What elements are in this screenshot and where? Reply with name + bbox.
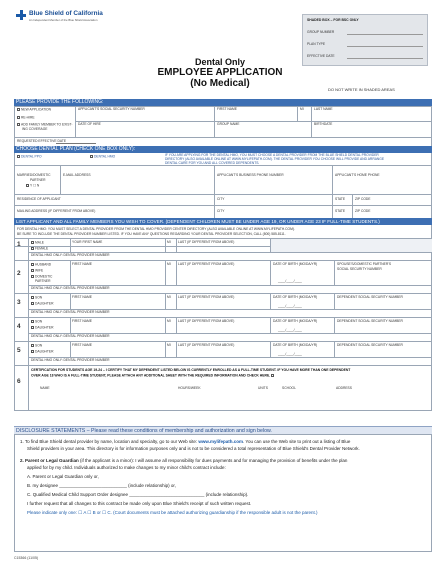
- requested-effective-date-label: REQUESTED EFFECTIVE DATE: [17, 139, 67, 143]
- plan-note-line2: DIRECTORY (ALSO AVAILABLE ONLINE AT WWW.MYLIFEPATH.COM). THE DENTAL PROVIDER YOU CHOOSE WILL PROVIDE AND ARRANGE: [165, 157, 385, 161]
- member2-dob-blank: ____/____/____: [278, 279, 302, 283]
- member-number-5: 5: [17, 347, 21, 354]
- home-phone-label: APPLICANT'S HOME PHONE: [335, 173, 380, 177]
- checkbox-icon: [31, 275, 34, 278]
- checkbox-icon[interactable]: [271, 374, 274, 377]
- member5-provider-label: DENTAL HMO ONLY: DENTAL PROVIDER NUMBER: [31, 358, 110, 362]
- checkbox-icon: [31, 269, 34, 272]
- section-choose-plan-bar: CHOOSE DENTAL PLAN (CHECK ONE BOX ONLY):: [14, 146, 432, 153]
- title-no-medical: (No Medical): [190, 78, 250, 89]
- student-hours-label: HOURS/WEEK: [178, 386, 201, 390]
- member-number-6: 6: [17, 378, 21, 385]
- marital-yes-no-checkbox[interactable]: Y ☐ N: [26, 184, 39, 188]
- plan-note-line1: IF YOU ARE APPLYING FOR THE DENTAL HMO, YOU MUST CHOOSE A DENTAL PROVIDER FROM THE BLUE SHIELD DENTAL PROVIDER: [165, 153, 379, 157]
- member4-daughter-checkbox[interactable]: DAUGHTER: [31, 326, 54, 330]
- disclosure-option-c: C. Qualified Medical Child Support Order designee ______________________________ (include relationship).: [27, 492, 249, 497]
- last-name-label: LAST NAME: [314, 107, 333, 111]
- residence-zip-label: ZIP CODE: [355, 197, 371, 201]
- residence-label: RESIDENCE OF APPLICANT: [17, 197, 61, 201]
- checkbox-icon: [31, 344, 34, 347]
- blue-shield-logo-icon: [16, 10, 26, 20]
- member3-dob-blank: ____/____/____: [278, 304, 302, 308]
- section-disclosure-bar: DISCLOSURE STATEMENTS – Please read these conditions of membership and authorization and sign below.: [14, 426, 432, 434]
- member3-daughter-checkbox[interactable]: DAUGHTER: [31, 302, 54, 306]
- residence-city-label: CITY: [217, 197, 225, 201]
- add-family-member-label-cont: ING COVERAGE: [22, 126, 48, 131]
- member3-son-checkbox[interactable]: SON: [31, 296, 42, 300]
- member3-dob-label: DATE OF BIRTH (MO/DA/YR): [273, 295, 318, 299]
- member5-first-name-label: FIRST NAME: [72, 343, 92, 347]
- shaded-box-title: SHADED BOX – FOR BSC ONLY: [307, 18, 359, 22]
- member2-wife-checkbox[interactable]: WIFE: [31, 269, 43, 273]
- new-application-checkbox[interactable]: NEW APPLICATION: [17, 108, 51, 112]
- marital-label-cont: PARTNER: [30, 178, 46, 182]
- member5-son-checkbox[interactable]: SON: [31, 344, 42, 348]
- plan-note-line3: DENTAL CARE FOR YOU AND ALL COVERED DEPENDENTS.: [165, 161, 260, 165]
- member1-shaded-area: [271, 239, 432, 252]
- member4-provider-label: DENTAL HMO ONLY: DENTAL PROVIDER NUMBER: [31, 334, 110, 338]
- mi-label: MI: [300, 107, 304, 111]
- member-number-1: 1: [17, 241, 21, 248]
- member5-dob-label: DATE OF BIRTH (MO/DA/YR): [273, 343, 318, 347]
- member2-last-label: LAST (IF DIFFERENT FROM ABOVE): [178, 262, 235, 266]
- checkbox-icon: [31, 247, 34, 250]
- checkbox-icon: [17, 116, 20, 119]
- member1-provider-label: DENTAL HMO ONLY: DENTAL PROVIDER NUMBER: [31, 253, 110, 257]
- mylifepath-link[interactable]: www.mylifepath.com: [198, 439, 243, 444]
- member4-dob-blank: ____/____/____: [278, 328, 302, 332]
- member3-provider-label: DENTAL HMO ONLY: DENTAL PROVIDER NUMBER: [31, 310, 110, 314]
- student-school-label: SCHOOL: [282, 386, 296, 390]
- member2-husband-checkbox[interactable]: HUSBAND: [31, 263, 51, 267]
- plan-type-label: PLAN TYPE: [307, 42, 326, 46]
- member2-domestic-partner-checkbox[interactable]: DOMESTIC: [31, 275, 52, 279]
- rehire-checkbox[interactable]: RE-HIRE: [17, 116, 35, 120]
- member2-spouse-ssn-label: SPOUSE'S/DOMESTIC PARTNER'S: [337, 262, 392, 266]
- member2-first-name-label: FIRST NAME: [72, 262, 92, 266]
- brand-tagline: An Independent Member of the Blue Shield Association: [29, 17, 98, 22]
- no-write-shaded-note: DO NOT WRITE IN SHADED AREAS: [328, 87, 395, 92]
- mailing-city-label: CITY: [217, 209, 225, 213]
- disclosure-option-a: A. Parent or Legal Guardian only or,: [27, 474, 99, 479]
- member3-last-label: LAST (IF DIFFERENT FROM ABOVE): [178, 295, 235, 299]
- member5-ssn-label: DEPENDENT SOCIAL SECURITY NUMBER: [337, 343, 403, 347]
- student-name-label: NAME: [40, 386, 50, 390]
- member4-mi-label: MI: [167, 319, 171, 323]
- dental-ppo-checkbox[interactable]: DENTAL PPO: [17, 155, 42, 159]
- dental-hmo-checkbox[interactable]: DENTAL HMO: [90, 155, 115, 159]
- checkbox-icon: [90, 155, 93, 158]
- member3-first-name-label: FIRST NAME: [72, 295, 92, 299]
- member1-male-checkbox[interactable]: MALE: [31, 241, 44, 245]
- form-id: C15366 (11/05): [14, 556, 39, 560]
- student-cert-line1: CERTIFICATION FOR STUDENTS AGE 19-24 – I CERTIFY THAT MY DEPENDENT LISTED BELOW IS CURRENTLY ENROLLED AS A FULL-TIME STUDENT. IF YOU HAVE MORE THAN ONE DEPENDENT: [31, 368, 351, 372]
- member2-dob-label: DATE OF BIRTH (MO/DA/YR): [273, 262, 318, 266]
- member2-mi-label: MI: [167, 262, 171, 266]
- member5-mi-label: MI: [167, 343, 171, 347]
- mailing-zip-label: ZIP CODE: [355, 209, 371, 213]
- member4-son-checkbox[interactable]: SON: [31, 320, 42, 324]
- disclosure-indicate-one[interactable]: Please indicate only one: ☐ A ☐ B or ☐ C. (Court documents must be attached authorizing guardianship if the responsible adult is not the parent.): [27, 510, 318, 515]
- student-units-label: UNITS: [258, 386, 268, 390]
- member-number-2: 2: [17, 270, 21, 277]
- member2-provider-label: DENTAL HMO ONLY: DENTAL PROVIDER NUMBER: [31, 286, 110, 290]
- disclosure-p2-line1: 2. Parent or Legal Guardian (if the applicant is a minor): I will assume all responsibility for dues payments and for managing the provision of benefits under the plan: [20, 458, 348, 463]
- mailing-address-label: MAILING ADDRESS (IF DIFFERENT FROM ABOVE): [17, 209, 96, 213]
- section-provide-bar: PLEASE PROVIDE THE FOLLOWING:: [14, 99, 432, 106]
- member5-dob-blank: ____/____/____: [278, 352, 302, 356]
- checkbox-icon: [31, 326, 34, 329]
- email-label: E-MAIL ADDRESS: [63, 173, 91, 177]
- checkbox-icon: [31, 350, 34, 353]
- disclosure-option-b: B. my designee ___________________________ (include relationship) or,: [27, 483, 176, 488]
- student-address-label: ADDRESS: [336, 386, 352, 390]
- member3-mi-label: MI: [167, 295, 171, 299]
- checkbox-icon: [31, 302, 34, 305]
- member4-dob-label: DATE OF BIRTH (MO/DA/YR): [273, 319, 318, 323]
- birthdate-label: BIRTHDATE: [314, 122, 333, 126]
- member4-first-name-label: FIRST NAME: [72, 319, 92, 323]
- member1-last-label: LAST (IF DIFFERENT FROM ABOVE): [178, 240, 235, 244]
- disclosure-p1-line1: 1. To find Blue Shield dental provider by name, location and specialty, go to our Web site: www.mylifepath.com. You can use the Web site to print out a listing of Blue: [20, 439, 351, 444]
- checkbox-icon: [31, 241, 34, 244]
- date-of-hire-label: DATE OF HIRE: [78, 122, 101, 126]
- effective-date-label: EFFECTIVE DATE: [307, 54, 335, 58]
- brand-name: Blue Shield of California: [29, 10, 103, 17]
- member3-ssn-label: DEPENDENT SOCIAL SECURITY NUMBER: [337, 295, 403, 299]
- checkbox-icon: [17, 108, 20, 111]
- checkbox-icon: [31, 296, 34, 299]
- member1-female-checkbox[interactable]: FEMALE: [31, 247, 48, 251]
- disclosure-p2-line2: applied for by my child. Individuals authorized to make changes to my minor child's contract include:: [27, 465, 226, 470]
- member1-first-name-label: YOUR FIRST NAME: [72, 240, 103, 244]
- disclosure-p1-line2: Shield providers in your area. This directory is for information purposes only and is not to be considered a total representation of Blue Shield's Dental Provider Network.: [27, 446, 360, 451]
- checkbox-icon: [26, 184, 29, 187]
- member2-spouse-ssn-label-cont: SOCIAL SECURITY NUMBER: [337, 267, 382, 271]
- checkbox-icon: [17, 123, 20, 126]
- first-name-label: FIRST NAME: [217, 107, 237, 111]
- disclosure-written-request: I further request that all changes to this contract be made only upon Blue Shield's receipt of such written request.: [27, 501, 252, 506]
- group-number-label: GROUP NUMBER: [307, 30, 335, 34]
- mailing-state-label: STATE: [335, 209, 346, 213]
- member2-domestic-partner-label-cont: PARTNER: [35, 279, 51, 283]
- member5-last-label: LAST (IF DIFFERENT FROM ABOVE): [178, 343, 235, 347]
- member1-mi-label: MI: [167, 240, 171, 244]
- member-number-4: 4: [17, 323, 21, 330]
- checkbox-icon: [17, 155, 20, 158]
- add-family-member-checkbox[interactable]: ADD FAMILY MEMBER TO EXIST-: [17, 123, 72, 127]
- checkbox-icon: [31, 320, 34, 323]
- group-name-label: GROUP NAME: [217, 122, 240, 126]
- section-family-bar: LIST APPLICANT AND ALL FAMILY MEMBERS YOU WISH TO COVER. (DEPENDENT CHILDREN MUST BE UNDER AGE 19, OR UNDER AGE 23 IF FULL-TIME STUDENTS.): [14, 218, 432, 225]
- title-employee-application: EMPLOYEE APPLICATION: [157, 67, 283, 78]
- ssn-label: APPLICANT'S SOCIAL SECURITY NUMBER: [78, 107, 145, 111]
- title-dental-only: Dental Only: [194, 57, 245, 67]
- student-cert-line2: OVER AGE 18 WHO IS A FULL-TIME STUDENT, PLEASE ATTACH ANY ADDITIONAL SHEET WITH THE REQUIRED INFORMATION AND CHECK HERE.: [31, 374, 275, 378]
- member4-last-label: LAST (IF DIFFERENT FROM ABOVE): [178, 319, 235, 323]
- residence-state-label: STATE: [335, 197, 346, 201]
- checkbox-icon: [31, 263, 34, 266]
- member5-daughter-checkbox[interactable]: DAUGHTER: [31, 350, 54, 354]
- marital-label: MARRIED/DOMESTIC: [17, 173, 51, 177]
- member4-ssn-label: DEPENDENT SOCIAL SECURITY NUMBER: [337, 319, 403, 323]
- member-number-3: 3: [17, 299, 21, 306]
- family-note-line1: FOR DENTAL HMO: YOU MUST SELECT A DENTAL PROVIDER FROM THE DENTAL HMO PROVIDER CENTER DIRECTORY (ALSO AVAILABLE ONLINE AT WWW.MYLIFEPATH.COM).: [17, 227, 295, 231]
- business-phone-label: APPLICANT'S BUSINESS PHONE NUMBER: [217, 173, 284, 177]
- family-note-line2: BE SURE TO INCLUDE THE DENTAL PROVIDER NUMBER LISTED. IF YOU HAVE ANY QUESTIONS REGARDING YOUR DENTAL PROVIDER SELECTION, CALL (800) 585-8111.: [17, 232, 286, 236]
